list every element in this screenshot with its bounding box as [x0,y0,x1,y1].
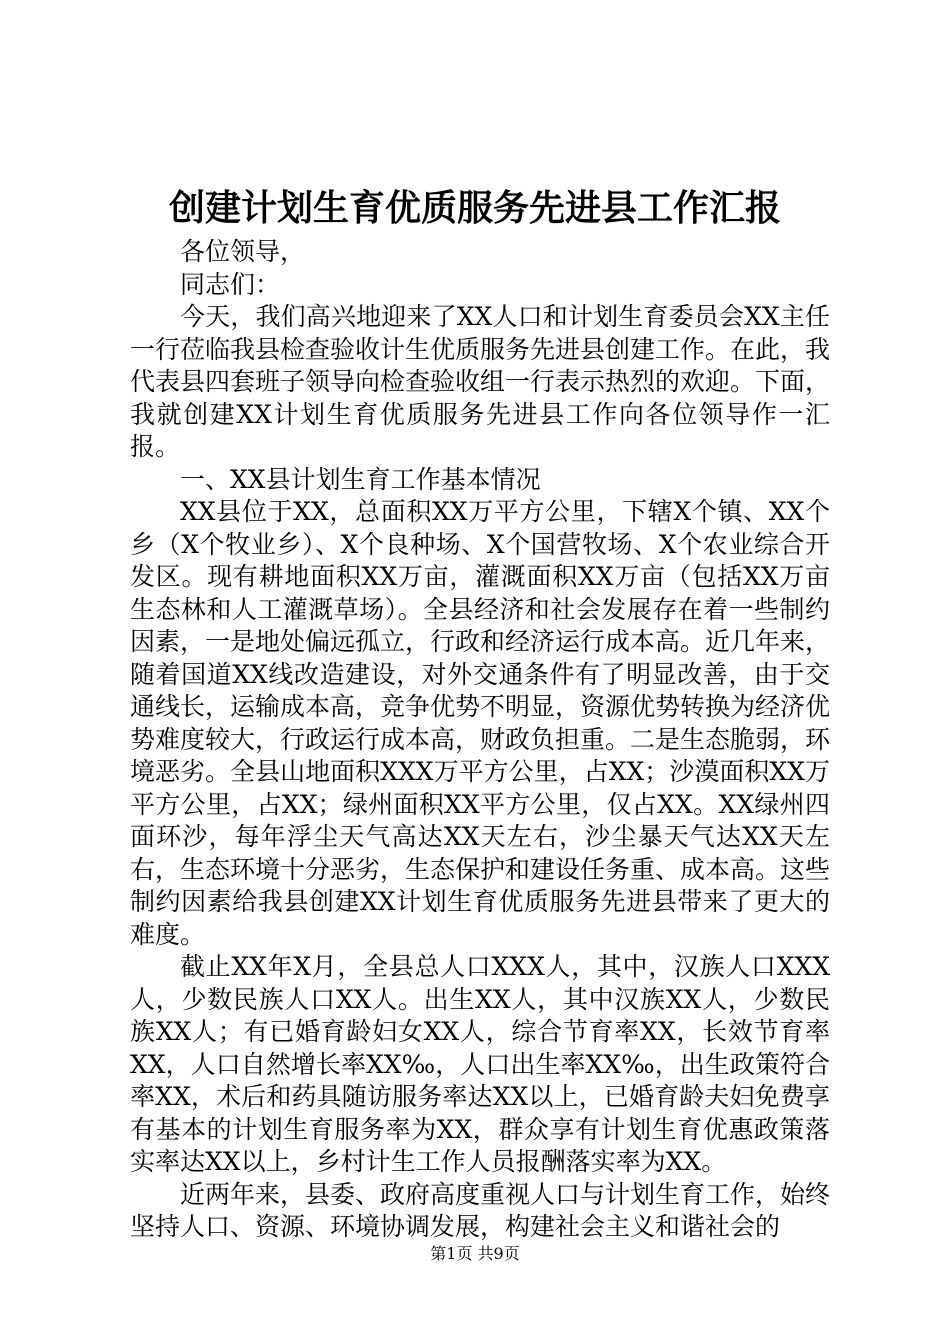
paragraph-recent-years: 近两年来，县委、政府高度重视人口与计划生育工作，始终坚持人口、资源、环境协调发展，构建社会主义和谐社会的 [130,1179,831,1241]
salutation-leaders: 各位领导， [180,237,306,266]
paragraph-welcome: 今天，我们高兴地迎来了XX人口和计划生育委员会XX主任一行莅临我县检查验收计生优质服务先进县创建工作。在此，我代表县四套班子领导向检查验收组一行表示热烈的欢迎。下面，我就创建XX计划生育优质服务先进县工作向各位领导作一汇报。 [130,302,831,461]
document-body [130,236,830,1244]
section-heading-1: 一、XX县计划生育工作基本情况 [180,464,541,494]
paragraph-county-overview: XX县位于XX，总面积XX万平方公里，下辖X个镇、XX个乡（X个牧业乡）、X个良种场、X个国营牧场、X个农业综合开发区。现有耕地面积XX万亩，灌溉面积XX万亩（包括XX万亩生态林和人工灌溉草场）。全县经济和社会发展存在着一些制约因素，一是地处偏远孤立，行政和经济运行成本高。近几年来，随着国道XX线改造建设，对外交通条件有了明显改善，由于交通线长，运输成本高，竞争优势不明显，资源优势转换为经济优势难度较大，行政运行成本高，财政负担重。二是生态脆弱，环境恶劣。全县山地面积XXX万平方公里，占XX；沙漠面积XX万平方公里，占XX；绿州面积XX平方公里，仅占XX。XX绿州四面环沙，每年浮尘天气高达XX天左右，沙尘暴天气达XX天左右，生态环境十分恶劣，生态保护和建设任务重、成本高。这些制约因素给我县创建XX计划生育优质服务先进县带来了更大的难度。 [130,497,831,949]
paragraph-population-stats: 截止XX年X月，全县总人口XXX人，其中，汉族人口XXX人，少数民族人口XX人。出生XX人，其中汉族XX人，少数民族XX人；有已婚育龄妇女XX人，综合节育率XX，长效节育率XX，人口自然增长率XX‰，人口出生率XX‰，出生政策符合率XX，术后和药具随访服务率达XX以上，已婚育龄夫妇免费享有基本的计划生育服务率为XX，群众享有计划生育优惠政策落实率达XX以上，乡村计生工作人员报酬落实率为XX。 [130,952,830,1176]
salutation-comrades: 同志们： [180,269,281,299]
page-footer: 第1页 共9页 [430,1244,520,1263]
document-title: 创建计划生育优质服务先进县工作汇报 [168,187,781,229]
